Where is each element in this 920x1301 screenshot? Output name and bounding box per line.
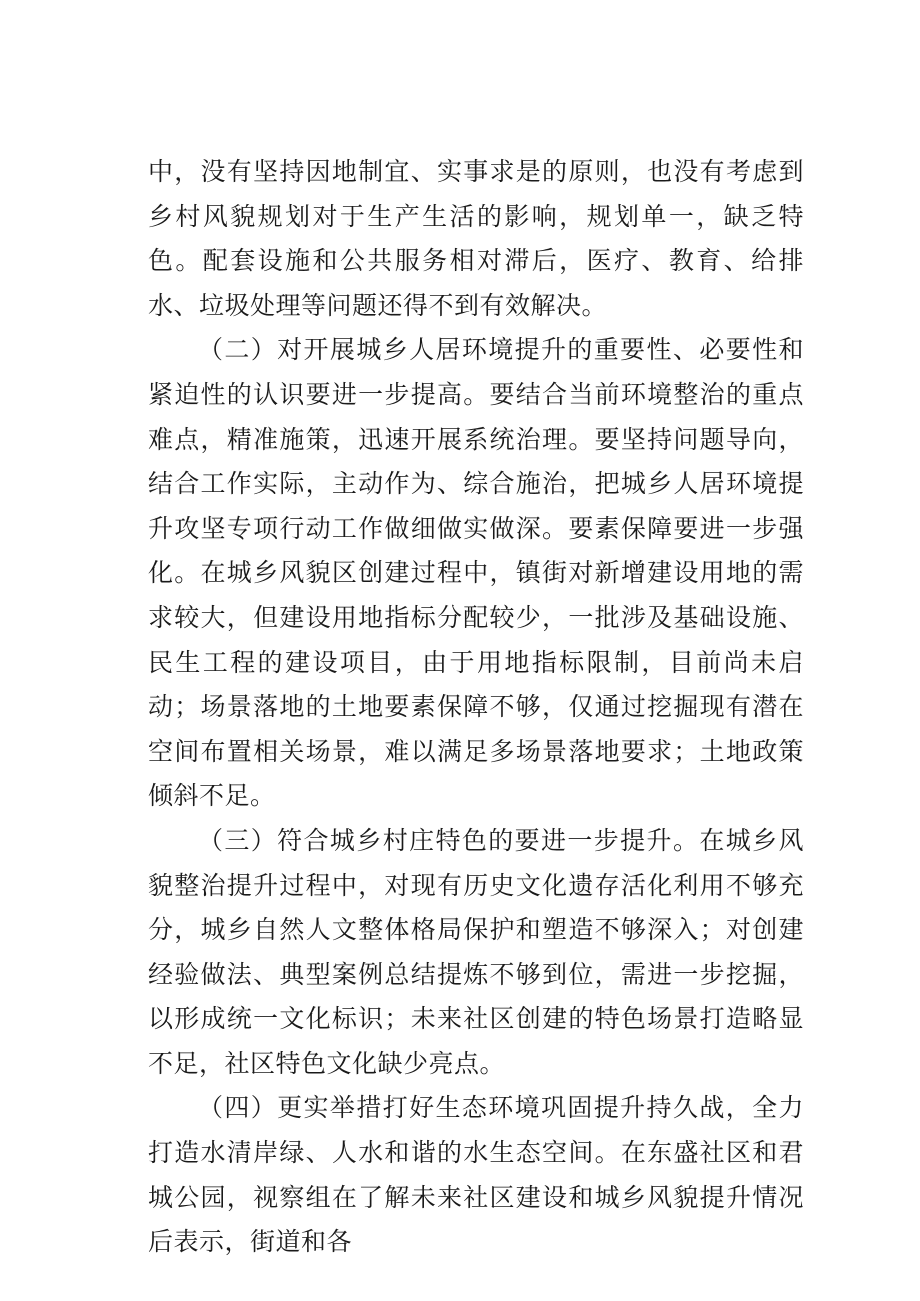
document-body bbox=[148, 150, 804, 1265]
paragraph-section-three: （三）符合城乡村庄特色的要进一步提升。在城乡风貌整治提升过程中，对现有历史文化遗存活化利用不够充分，城乡自然人文整体格局保护和塑造不够深入；对创建经验做法、典型案例总结提炼不够到位，需进一步挖掘，以形成统一文化标识；未来社区创建的特色场景打造略显不足，社区特色文化缺少亮点。 bbox=[148, 825, 804, 1078]
paragraph-section-four: （四）更实举措打好生态环境巩固提升持久战，全力打造水清岸绿、人水和谐的水生态空间。在东盛社区和君城公园，视察组在了解未来社区建设和城乡风貌提升情况后表示，街道和各 bbox=[148, 1093, 804, 1257]
paragraph-continuation: 中，没有坚持因地制宜、实事求是的原则，也没有考虑到乡村风貌规划对于生产生活的影响，规划单一，缺乏特色。配套设施和公共服务相对滞后，医疗、教育、给排水、垃圾处理等问题还得不到有效解决。 bbox=[148, 157, 804, 320]
paragraph-section-two: （二）对开展城乡人居环境提升的重要性、必要性和紧迫性的认识要进一步提高。要结合当前环境整治的重点难点，精准施策，迅速开展系统治理。要坚持问题导向，结合工作实际，主动作为、综合施治，把城乡人居环境提升攻坚专项行动工作做细做实做深。要素保障要进一步强化。在城乡风貌区创建过程中，镇街对新增建设用地的需求较大，但建设用地指标分配较少，一批涉及基础设施、民生工程的建设项目，由于用地指标限制，目前尚未启动；场景落地的土地要素保障不够，仅通过挖掘现有潜在空间布置相关场景，难以满足多场景落地要求；土地政策倾斜不足。 bbox=[148, 335, 804, 811]
